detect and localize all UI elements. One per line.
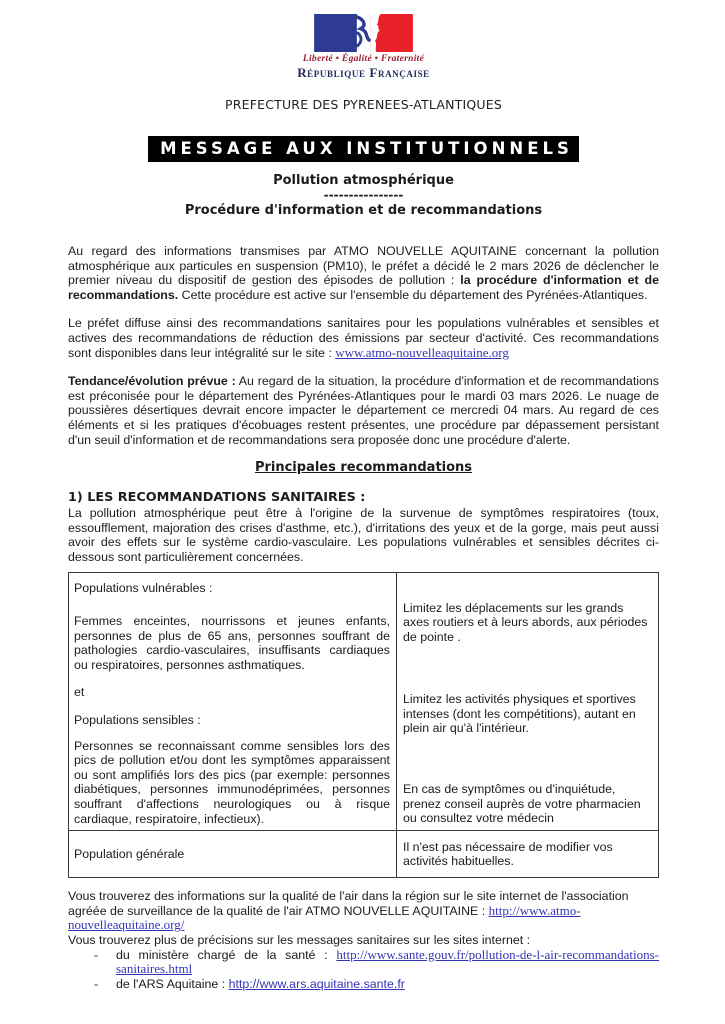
para-diffusion [68,316,659,360]
conjunction-et: et [74,685,85,700]
para-declenchement-bold: la procédure d'information et de recommandations. [68,273,659,302]
sanitary-intro: La pollution atmosphérique peut être à l'origine de la survenue de symptômes respiratoires (toux, essoufflement, majoration des crises d'asthme, etc.), d'irritations des yeux et de la gorge, mais peut aussi avoir des effets sur le système cardio-vasculaire. Les populations vulnérables et sensibles décrites ci-dessous sont particulièrement concernées. [68,506,659,564]
cell-populations [69,572,397,831]
reco-symptomes: En cas de symptômes ou d'inquiétude, prenez conseil auprès de votre pharmacien ou consultez votre médecin [403,782,641,826]
footer-air-quality-info [68,889,659,933]
bullet-dash: - [94,976,99,991]
sante-gouv-link[interactable]: http://www.sante.gouv.fr/pollution-de-l-air-recommandations-sanitaires.html [116,946,659,977]
sensible-populations-label: Populations sensibles : [74,713,201,728]
ars-label: de l'ARS Aquitaine : [116,976,229,991]
list-item-ministere [68,948,659,977]
banner-row [68,136,659,162]
recommendations-table [68,572,659,879]
ars-link[interactable]: http://www.ars.aquitaine.sante.fr [228,976,405,991]
vulnerable-populations-label: Populations vulnérables : [74,580,213,595]
logo-motto: Liberté • Égalité • Fraternité [302,54,425,64]
para-tendance-lead: Tendance/évolution prévue : [68,374,236,389]
ministere-text [116,948,659,977]
reco-deplacements: Limitez les déplacements sur les grands axes routiers et à leurs abords, aux périodes de pointe . [403,600,648,644]
table-row [69,572,659,831]
footer-links-section [68,889,659,991]
atmo-inline-link[interactable]: www.atmo-nouvelleaquitaine.org [335,344,509,360]
message-banner: MESSAGE AUX INSTITUTIONNELS [148,136,579,162]
subtitle-procedure: Procédure d'information et de recommandations [184,203,543,218]
atmo-footer-link[interactable]: http://www.atmo-nouvelleaquitaine.org/ [68,902,581,933]
para-diffusion-text: Le préfet diffuse ainsi des recommandations sanitaires pour les populations vulnérables et sensibles et actives des recommandations de réduction des émissions par secteur d'activité. Ces recommandations sont disponibles dans leur intégralité sur le site : [68,316,659,360]
sensible-populations-text: Personnes se reconnaissant comme sensibles lors des pics de pollution et/ou dont les symptômes apparaissent ou sont amplifiés lors des pics (par exemple: personnes diabétiques, personnes immunodéprimées, personnes souffrant d'affections neurologiques ou à risque cardiaque, respiratoire, infectieux). [74,738,390,826]
list-item-ars [68,977,659,992]
cell-reco-generale: Il n'est pas nécessaire de modifier vos activités habituelles. [397,831,659,878]
prefecture-title: PREFECTURE DES PYRENEES-ATLANTIQUES [224,97,503,112]
cell-recommendations [397,572,659,831]
para-declenchement [68,244,659,302]
subtitle-separator: ---------------- [323,188,404,202]
footer-more-info: Vous trouverez plus de précisions sur les messages sanitaires sur les sites internet : [68,933,531,947]
heading-principales-recommandations: Principales recommandations [254,460,473,476]
subtitle-pollution: Pollution atmosphérique [273,173,454,188]
cell-population-generale: Population générale [69,831,397,878]
para-tendance [68,374,659,447]
reco-activites: Limitez les activités physiques et sportives intenses (dont les compétitions), autant en plein air qu'à l'intérieur. [403,692,636,736]
marianne-flag-icon [311,14,416,52]
sanitary-section-title: 1) LES RECOMMANDATIONS SANITAIRES : [68,490,366,506]
para-tendance-text: Au regard de la situation, la procédure d'information et de recommandations est préconisée pour le département des Pyrénées-Atlantiques pour le mardi 03 mars 2026. Le nuage de poussières désertiques devrait encore impacter le département ce mercredi 04 mars. Au regard de ces éléments et si les pratiques d'écobuages restent présentes, une procédure par dépassement persistant d'un seuil d'information et de recommandations sera proposée donc une procédure d'alerte. [68,374,659,447]
para-declenchement-suite: Cette procédure est active sur l'ensemble du département des Pyrénées-Atlantiques. [178,287,648,302]
table-row [69,831,659,878]
republique-francaise-logo [68,14,659,81]
bullet-dash: - [94,947,99,962]
footer-air-quality-text: Vous trouverez des informations sur la qualité de l'air dans la région sur le site internet de l'association agréée de surveillance de la qualité de l'air ATMO NOUVELLE AQUITAINE : [68,889,629,918]
logo-republic-name: République Française [297,65,430,80]
vulnerable-populations-text: Femmes enceintes, nourrissons et jeunes enfants, personnes de plus de 65 ans, personnes souffrant de pathologies cardio-vasculaires, insuffisants cardiaques ou respiratoires, personnes asthmatiques. [74,614,390,672]
ars-text [116,977,405,992]
para-declenchement-text: Au regard des informations transmises par ATMO NOUVELLE AQUITAINE concernant la pollution atmosphérique aux particules en suspension (PM10), le préfet a décidé le 2 mars 2026 de déclencher le premier niveau du dispositif de gestion des épisodes de pollution : [68,244,659,288]
ministere-label: du ministère chargé de la santé : [116,947,337,962]
